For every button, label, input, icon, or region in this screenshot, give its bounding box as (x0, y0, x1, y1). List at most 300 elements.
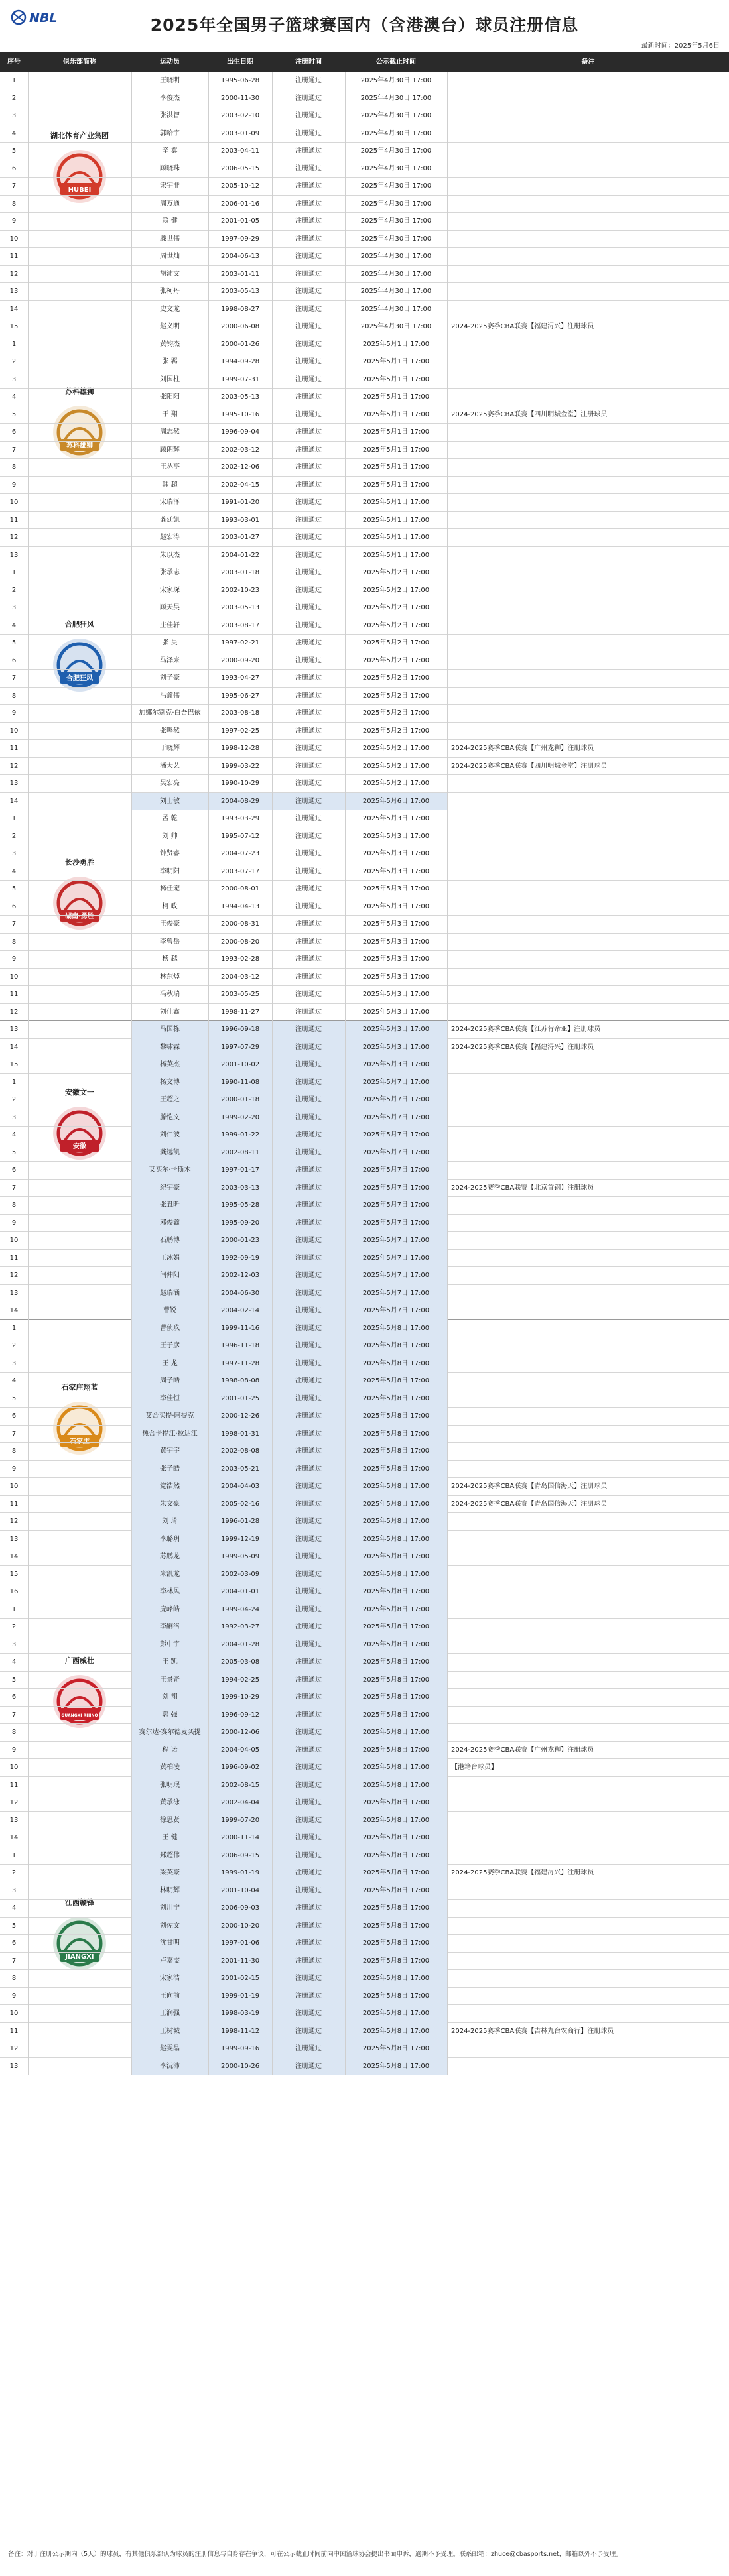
table-row (0, 1601, 729, 1619)
player-no: 10 (9, 727, 19, 735)
player-no: 9 (11, 1219, 17, 1227)
player-birth: 1990-10-29 (220, 780, 260, 787)
player-name: 黄承泳 (131, 1794, 208, 1812)
player-birth: 1995-07-12 (220, 832, 260, 840)
table-row (0, 442, 729, 460)
player-birth: 2003-08-18 (220, 709, 260, 717)
player-name: 米凯龙 (131, 1566, 208, 1584)
table-row (0, 1759, 729, 1777)
player-birth: 1999-04-24 (208, 1601, 272, 1619)
player-no: 4 (11, 1904, 17, 1912)
player-no: 4 (11, 1131, 17, 1138)
player-no: 2 (11, 358, 17, 365)
player-deadline: 2025年5月8日 17:00 (345, 1601, 447, 1619)
player-status: 注册通过 (272, 1742, 345, 1760)
player-status: 注册通过 (272, 1390, 345, 1408)
player-birth: 2000-09-20 (220, 656, 260, 664)
player-status: 注册通过 (272, 1021, 345, 1039)
player-deadline: 2025年5月1日 17:00 (362, 410, 430, 418)
player-status: 注册通过 (295, 709, 322, 717)
player-deadline: 2025年5月8日 17:00 (345, 1724, 447, 1742)
player-remark: 2024-2025赛季CBA联赛【北京首钢】注册球员 (451, 1184, 594, 1192)
table-row (0, 336, 729, 354)
player-remark (447, 617, 729, 635)
player-deadline: 2025年4月30日 17:00 (360, 77, 432, 84)
player-birth: 1999-03-22 (220, 762, 260, 770)
player-name: 顾晓珠 (160, 164, 180, 172)
player-status: 注册通过 (272, 2058, 345, 2076)
player-remark (447, 1162, 729, 1180)
table-row (0, 90, 729, 108)
player-remark (447, 125, 729, 143)
club-name: 长沙勇胜 (65, 857, 94, 867)
table-row (0, 863, 729, 881)
player-remark (447, 160, 729, 178)
player-no: 11 (9, 1781, 19, 1789)
player-no: 10 (9, 1764, 19, 1771)
player-no: 12 (9, 534, 19, 541)
player-status: 注册通过 (295, 762, 322, 770)
player-deadline: 2025年5月2日 17:00 (362, 709, 430, 717)
player-remark (447, 1531, 729, 1549)
player-deadline: 2025年5月2日 17:00 (362, 745, 430, 752)
player-remark (447, 1601, 729, 1619)
club-logo-text: 石家庄 (70, 1438, 90, 1445)
player-deadline: 2025年5月8日 17:00 (345, 1794, 447, 1812)
player-remark (447, 459, 729, 477)
player-name: 杨文博 (131, 1074, 208, 1092)
player-name: 王冰娟 (131, 1250, 208, 1268)
player-deadline: 2025年5月2日 17:00 (362, 621, 430, 629)
player-status: 注册通过 (295, 885, 322, 892)
player-no: 14 (9, 1834, 19, 1841)
player-status: 注册通过 (272, 1478, 345, 1496)
player-birth: 2002-04-04 (208, 1794, 272, 1812)
table-row (0, 1829, 729, 1847)
player-status: 注册通过 (295, 1008, 322, 1016)
player-remark (447, 1583, 729, 1601)
player-no: 13 (9, 2062, 19, 2070)
player-deadline: 2025年5月8日 17:00 (345, 1707, 447, 1725)
player-status: 注册通过 (295, 551, 322, 559)
player-birth: 2002-08-11 (208, 1144, 272, 1162)
player-name: 李曾岳 (160, 938, 180, 946)
player-no: 15 (9, 323, 19, 330)
player-remark (447, 1654, 729, 1672)
table-row (0, 1847, 729, 1865)
player-deadline: 2025年5月8日 17:00 (345, 1426, 447, 1443)
table-row (0, 1742, 729, 1760)
player-name: 刘佐文 (131, 1918, 208, 1935)
player-status: 注册通过 (295, 586, 322, 594)
player-remark (447, 1988, 729, 2006)
player-no: 10 (9, 499, 19, 506)
player-remark (447, 705, 729, 723)
player-no: 16 (9, 1588, 19, 1595)
player-remark (447, 670, 729, 688)
player-name: 于 翔 (162, 410, 178, 418)
player-status: 注册通过 (272, 1109, 345, 1127)
table-row (0, 248, 729, 266)
player-remark (447, 512, 729, 530)
player-status: 注册通过 (295, 305, 322, 313)
player-remark (447, 1636, 729, 1654)
player-no: 5 (11, 1676, 17, 1684)
player-status: 注册通过 (272, 1812, 345, 1830)
player-remark (447, 72, 729, 90)
player-no: 6 (11, 164, 17, 172)
player-birth: 2002-12-06 (220, 463, 260, 471)
player-deadline: 2025年5月3日 17:00 (345, 1039, 447, 1057)
player-no: 6 (11, 428, 17, 436)
player-birth: 2000-10-20 (208, 1918, 272, 1935)
player-no: 8 (11, 1201, 17, 1209)
table-row (0, 529, 729, 547)
player-no: 9 (11, 481, 17, 489)
player-birth: 2003-01-18 (220, 569, 260, 576)
player-name: 史文龙 (160, 305, 180, 313)
player-birth: 1999-10-29 (208, 1689, 272, 1707)
player-birth: 2003-05-13 (220, 604, 260, 611)
player-no: 10 (9, 235, 19, 243)
player-deadline: 2025年5月8日 17:00 (345, 1777, 447, 1795)
player-name: 张鸣然 (160, 727, 180, 735)
player-name: 石鹏博 (131, 1232, 208, 1250)
player-deadline: 2025年5月8日 17:00 (345, 1337, 447, 1355)
player-status: 注册通过 (295, 832, 322, 840)
table-row (0, 1320, 729, 1338)
table-row (0, 494, 729, 512)
table-row (0, 670, 729, 688)
player-remark (447, 1935, 729, 1953)
player-remark (447, 213, 729, 231)
player-no: 3 (11, 375, 17, 383)
player-birth: 1997-02-21 (220, 639, 260, 646)
player-birth: 2004-04-05 (208, 1742, 272, 1760)
player-deadline: 2025年5月8日 17:00 (345, 2023, 447, 2041)
player-name: 顾天昊 (160, 604, 180, 611)
player-remark (447, 1355, 729, 1373)
player-status: 注册通过 (295, 692, 322, 700)
player-deadline: 2025年4月30日 17:00 (360, 200, 432, 208)
table-row (0, 1900, 729, 1918)
player-name: 宋家琛 (160, 586, 180, 594)
table-row (0, 1039, 729, 1057)
table-row (0, 283, 729, 301)
player-remark (447, 1882, 729, 1900)
player-no: 2 (11, 1623, 17, 1630)
club-name: 安徽文一 (65, 1088, 94, 1097)
player-remark (447, 283, 729, 301)
player-name: 赵瑞涵 (131, 1285, 208, 1303)
player-deadline: 2025年5月8日 17:00 (345, 1970, 447, 1988)
player-birth: 1999-02-20 (208, 1109, 272, 1127)
column-divider (131, 72, 132, 2075)
table-row (0, 793, 729, 811)
player-remark (447, 1285, 729, 1303)
player-status: 注册通过 (295, 270, 322, 278)
player-status: 注册通过 (295, 94, 322, 102)
player-remark (447, 1918, 729, 1935)
player-deadline: 2025年5月8日 17:00 (345, 1654, 447, 1672)
player-status: 注册通过 (295, 639, 322, 646)
player-status: 注册通过 (272, 1355, 345, 1373)
player-deadline: 2025年5月7日 17:00 (345, 1197, 447, 1215)
table-row (0, 1232, 729, 1250)
player-status: 注册通过 (272, 1918, 345, 1935)
table-row (0, 107, 729, 125)
player-birth: 1999-11-16 (208, 1320, 272, 1338)
player-no: 3 (11, 1886, 17, 1894)
table-row (0, 1355, 729, 1373)
player-birth: 1994-02-25 (208, 1672, 272, 1689)
player-birth: 2001-11-30 (208, 1953, 272, 1971)
player-no: 10 (9, 1237, 19, 1244)
player-no: 2 (11, 832, 17, 840)
table-row (0, 1882, 729, 1900)
player-birth: 2001-10-04 (208, 1882, 272, 1900)
table-row (0, 2023, 729, 2041)
player-deadline: 2025年5月3日 17:00 (362, 1008, 430, 1016)
player-name: 周万通 (160, 200, 180, 208)
player-no: 5 (11, 1148, 17, 1156)
player-no: 13 (9, 1816, 19, 1824)
player-birth: 1996-09-18 (208, 1021, 272, 1039)
player-status: 注册通过 (272, 1882, 345, 1900)
table-row (0, 1443, 729, 1461)
player-remark (447, 793, 729, 811)
player-remark (447, 2040, 729, 2058)
player-remark (447, 248, 729, 266)
player-no: 11 (9, 516, 19, 524)
player-status: 注册通过 (272, 1654, 345, 1672)
player-no: 7 (11, 1430, 17, 1438)
player-name: 党浩然 (131, 1478, 208, 1496)
player-status: 注册通过 (272, 1513, 345, 1531)
player-remark (447, 1566, 729, 1584)
player-name: 张承志 (160, 569, 180, 576)
updated-time: 最新时间：2025年5月6日 (641, 42, 720, 50)
table-row (0, 1197, 729, 1215)
player-deadline: 2025年5月8日 17:00 (345, 1566, 447, 1584)
player-no: 8 (11, 1447, 17, 1455)
player-remark (447, 934, 729, 951)
table-row (0, 1162, 729, 1180)
table-row (0, 406, 729, 424)
table-row (0, 1777, 729, 1795)
player-no: 7 (11, 674, 17, 682)
player-status: 注册通过 (295, 481, 322, 489)
player-remark (447, 1794, 729, 1812)
club-logo-text: 安徽 (73, 1143, 86, 1151)
player-status: 注册通过 (272, 1953, 345, 1971)
player-deadline: 2025年4月30日 17:00 (360, 182, 432, 190)
player-remark (447, 1390, 729, 1408)
player-status: 注册通过 (272, 793, 345, 811)
player-birth: 1999-05-09 (208, 1548, 272, 1566)
player-remark (447, 336, 729, 354)
player-no: 4 (11, 1658, 17, 1666)
club-name: 湖北体育产业集团 (50, 131, 109, 141)
player-no: 8 (11, 463, 17, 471)
player-status: 注册通过 (272, 1127, 345, 1144)
player-remark (447, 1109, 729, 1127)
player-remark (447, 442, 729, 460)
player-remark (447, 1724, 729, 1742)
player-deadline: 2025年5月1日 17:00 (362, 463, 430, 471)
table-row (0, 1373, 729, 1390)
player-no: 5 (11, 1922, 17, 1930)
player-status: 注册通过 (295, 129, 322, 137)
player-no: 11 (9, 2027, 19, 2035)
player-status: 注册通过 (272, 1672, 345, 1689)
column-divider (208, 72, 209, 2075)
table-row (0, 1566, 729, 1584)
player-birth: 1998-01-31 (208, 1426, 272, 1443)
player-remark: 2024-2025赛季CBA联赛【广州龙狮】注册球员 (451, 745, 594, 752)
player-name: 苏鹏龙 (131, 1548, 208, 1566)
table-row (0, 318, 729, 336)
player-remark (447, 881, 729, 898)
player-deadline: 2025年5月8日 17:00 (345, 1619, 447, 1636)
player-remark (447, 863, 729, 881)
player-remark (447, 1144, 729, 1162)
player-status: 注册通过 (295, 323, 322, 330)
player-remark (447, 1513, 729, 1531)
player-name: 刘佳鑫 (160, 1008, 180, 1016)
player-no: 12 (9, 1799, 19, 1806)
table-row (0, 1127, 729, 1144)
player-status: 注册通过 (295, 938, 322, 946)
player-no: 6 (11, 902, 17, 910)
player-birth: 1997-01-17 (208, 1162, 272, 1180)
player-name: 于晓辉 (160, 745, 180, 752)
player-name: 李佳恒 (131, 1390, 208, 1408)
table-row (0, 1531, 729, 1549)
player-deadline: 2025年5月7日 17:00 (345, 1250, 447, 1268)
player-deadline: 2025年5月7日 17:00 (345, 1180, 447, 1197)
player-status: 注册通过 (295, 499, 322, 506)
column-divider (272, 72, 273, 2075)
player-birth: 1993-04-27 (220, 674, 260, 682)
player-no: 6 (11, 1166, 17, 1174)
player-name: 刘 翔 (131, 1689, 208, 1707)
player-no: 7 (11, 1957, 17, 1965)
player-no: 6 (11, 1412, 17, 1420)
table-row (0, 810, 729, 828)
player-deadline: 2025年5月7日 17:00 (345, 1127, 447, 1144)
player-name: 顾朗辉 (160, 446, 180, 454)
player-deadline: 2025年5月3日 17:00 (362, 815, 430, 822)
player-name: 王树城 (131, 2023, 208, 2041)
player-deadline: 2025年5月1日 17:00 (362, 481, 430, 489)
player-remark (447, 231, 729, 249)
player-no: 5 (11, 147, 17, 154)
player-deadline: 2025年5月8日 17:00 (345, 1812, 447, 1830)
player-status: 注册通过 (272, 1689, 345, 1707)
player-name: 卢嘉雯 (131, 1953, 208, 1971)
player-deadline: 2025年4月30日 17:00 (360, 323, 432, 330)
player-remark: 2024-2025赛季CBA联赛【四川明城金堂】注册球员 (451, 762, 608, 770)
table-row (0, 1109, 729, 1127)
player-status: 注册通过 (272, 1162, 345, 1180)
table-row (0, 371, 729, 389)
player-no: 4 (11, 129, 17, 137)
player-no: 10 (9, 2010, 19, 2017)
player-remark (447, 1970, 729, 1988)
player-no: 8 (11, 938, 17, 946)
table-row (0, 2005, 729, 2023)
player-name: 黄钧杰 (160, 340, 180, 348)
player-deadline: 2025年5月3日 17:00 (362, 850, 430, 857)
player-status: 注册通过 (272, 1707, 345, 1725)
player-status: 注册通过 (295, 534, 322, 541)
table-row (0, 1812, 729, 1830)
player-remark: 2024-2025赛季CBA联赛【福建浔兴】注册球员 (451, 323, 594, 330)
player-name: 杨 越 (162, 955, 178, 963)
player-no: 14 (9, 797, 19, 805)
player-remark: 2024-2025赛季CBA联赛【青岛国信海天】注册球员 (451, 1483, 608, 1490)
table-row (0, 1724, 729, 1742)
player-deadline: 2025年5月2日 17:00 (362, 727, 430, 735)
player-status: 注册通过 (272, 1777, 345, 1795)
player-remark (447, 1373, 729, 1390)
player-remark: 2024-2025赛季CBA联赛【福建浔兴】注册球员 (451, 1043, 594, 1051)
player-status: 注册通过 (272, 1232, 345, 1250)
player-no: 12 (9, 2045, 19, 2052)
player-no: 8 (11, 692, 17, 700)
player-birth: 2004-01-28 (208, 1636, 272, 1654)
table-row (0, 477, 729, 495)
player-no: 6 (11, 1939, 17, 1947)
player-name: 刘国柱 (160, 375, 180, 383)
player-remark (447, 477, 729, 495)
player-deadline: 2025年5月2日 17:00 (362, 762, 430, 770)
player-status: 注册通过 (295, 393, 322, 400)
player-name: 沈甘明 (131, 1935, 208, 1953)
player-name: 赛尔达·赛尔德麦买提 (131, 1724, 208, 1742)
player-status: 注册通过 (272, 1197, 345, 1215)
player-name: 林明辉 (131, 1882, 208, 1900)
player-birth: 2005-03-08 (208, 1654, 272, 1672)
player-remark (447, 2058, 729, 2076)
player-birth: 2006-01-16 (220, 200, 260, 208)
player-birth: 1998-03-19 (208, 2005, 272, 2023)
player-status: 注册通过 (272, 2040, 345, 2058)
table-row (0, 196, 729, 214)
player-name: 加娜尔别克·白吾巴依 (139, 709, 201, 717)
player-birth: 2002-10-23 (220, 586, 260, 594)
player-status: 注册通过 (295, 463, 322, 471)
player-remark (447, 1215, 729, 1233)
player-remark (447, 951, 729, 969)
player-remark (447, 564, 729, 582)
player-status: 注册通过 (295, 516, 322, 524)
player-deadline: 2025年5月2日 17:00 (362, 586, 430, 594)
player-name: 李沅沛 (131, 2058, 208, 2076)
player-deadline: 2025年5月2日 17:00 (362, 656, 430, 664)
player-status: 注册通过 (295, 867, 322, 875)
player-birth: 2001-10-02 (208, 1056, 272, 1074)
player-deadline: 2025年5月7日 17:00 (345, 1074, 447, 1092)
table-row (0, 1021, 729, 1039)
player-deadline: 2025年5月2日 17:00 (362, 604, 430, 611)
player-remark (447, 143, 729, 160)
table-row (0, 1988, 729, 2006)
player-birth: 1999-01-19 (208, 1865, 272, 1882)
table-row (0, 969, 729, 987)
player-no: 3 (11, 1359, 17, 1367)
